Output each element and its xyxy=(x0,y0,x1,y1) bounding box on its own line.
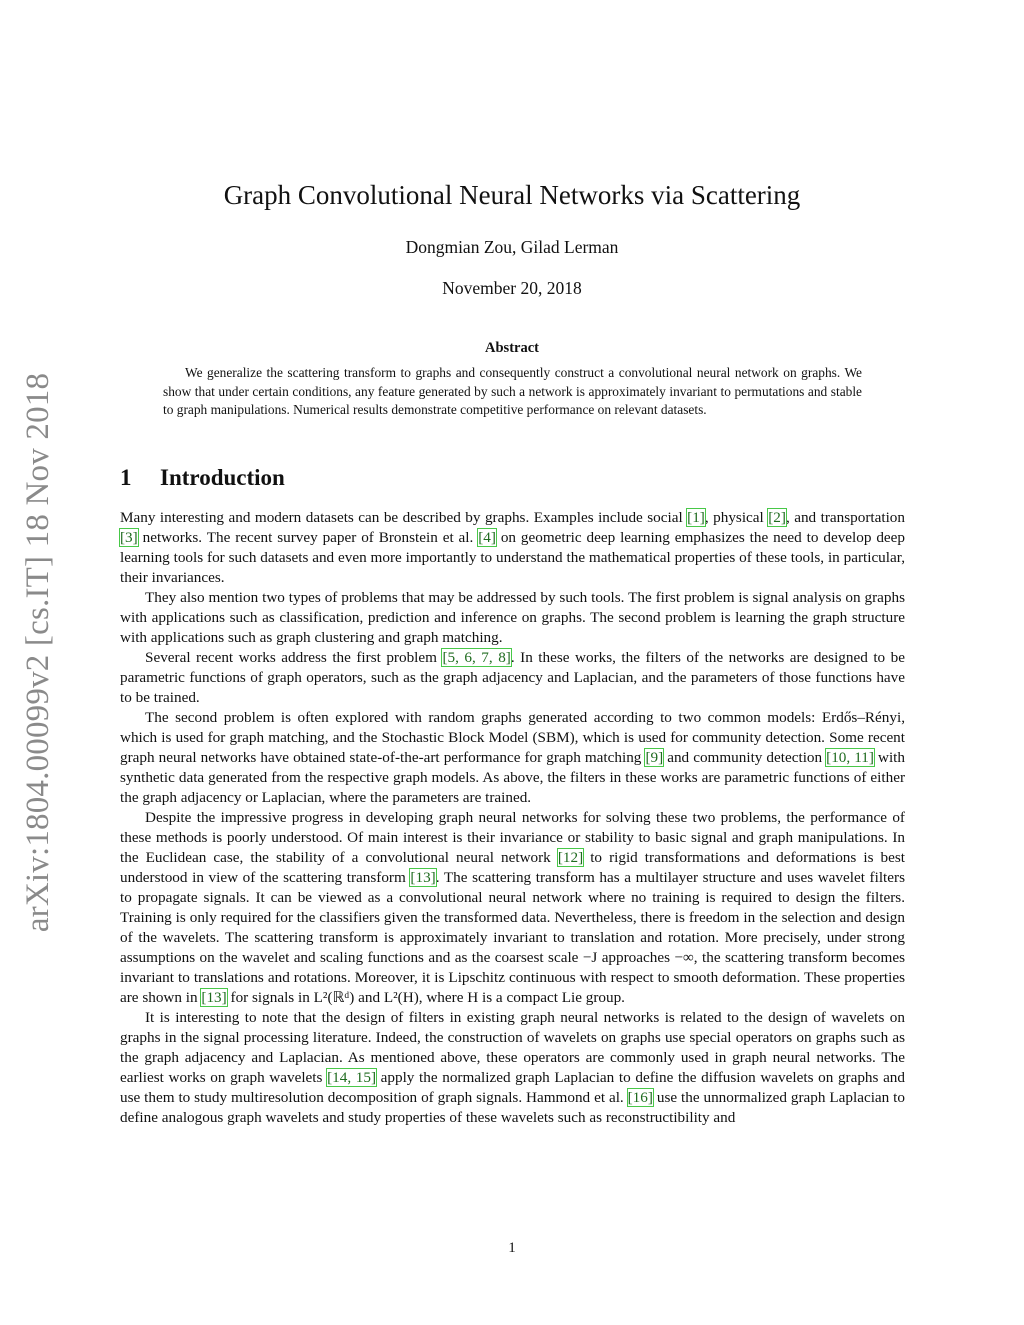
paragraph xyxy=(120,808,905,1008)
paragraph-text: , physical xyxy=(704,509,769,526)
citation-link[interactable]: [5, 6, 7, 8] xyxy=(442,649,511,666)
citation-link[interactable]: [16] xyxy=(627,1089,653,1106)
abstract-heading: Abstract xyxy=(485,340,539,356)
citation-link[interactable]: [12] xyxy=(557,849,584,866)
paragraph-text: . The scattering transform has a multilayer structure and uses wavelet filters to propagate signals. It can be viewed as a convolutional neural network where no training is required to design the filters. Training is only required for the classifiers given the transformed data. Nevertheless, there is freedom in the selection and design of the wavelets. The scattering transform is approximately invariant to translation and rotation. More precisely, under strong assumptions on the wavelet and scaling functions and as the coarsest scale −J approaches −∞, the scattering transform becomes invariant to translations and rotations. Moreover, it is Lipschitz continuous with respect to smooth deformation. These properties are shown in xyxy=(120,869,905,1006)
citation-link[interactable]: [1] xyxy=(687,509,705,526)
paragraph-text: use the unnormalized graph Laplacian to define analogous graph wavelets and study properties of these wavelets such as reconstructibility and xyxy=(120,1089,905,1126)
citation-link[interactable]: [14, 15] xyxy=(327,1069,377,1086)
paragraph-text: with synthetic data generated from the respective graph models. As above, the filters in these works are parametric functions of either the graph adjacency or Laplacian, where the parameters are trained. xyxy=(120,749,905,806)
citation-link[interactable]: [2] xyxy=(768,509,786,526)
paragraph xyxy=(120,708,905,808)
section-number: 1 xyxy=(120,465,132,490)
citation-link[interactable]: [3] xyxy=(120,529,138,546)
paragraph xyxy=(120,588,905,648)
paragraph xyxy=(120,1008,905,1128)
arxiv-identifier-text: arXiv:1804.00099v2 [cs.IT] 18 Nov 2018 xyxy=(20,372,57,933)
paragraph-text: . In these works, the filters of the networks are designed to be parametric functions of graph operators, such as the graph adjacency and Laplacian, and the parameters of those functions have to be trained. xyxy=(120,649,905,706)
paragraph-text: Several recent works address the first problem xyxy=(145,649,443,666)
paragraph-text: networks. The recent survey paper of Bronstein et al. xyxy=(137,529,479,546)
paper-date: November 20, 2018 xyxy=(442,278,582,298)
paragraph-text: Despite the impressive progress in developing graph neural networks for solving these two problems, the performance of these methods is poorly understood. Of main interest is their invariance or stability to basic signal and graph manipulations. In the Euclidean case, the stability of a convolutional neural network xyxy=(120,809,905,866)
paragraph-text: They also mention two types of problems that may be addressed by such tools. The first problem is signal analysis on graphs with applications such as classification, prediction and inference on graphs. The second problem is learning the graph structure with applications such as graph clustering and graph matching. xyxy=(120,589,905,646)
citation-link[interactable]: [4] xyxy=(478,529,496,546)
section-title: Introduction xyxy=(160,465,285,490)
paragraph-text: to rigid transformations and deformations is best understood in view of the scattering transform xyxy=(120,849,905,886)
paragraph xyxy=(120,648,905,708)
abstract-body: We generalize the scattering transform to graphs and consequently construct a convolutional neural network on graphs. We show that under certain conditions, any feature generated by such a network is approximately invariant to permutations and stable to graph manipulations. Numerical results demonstrate competitive performance on relevant datasets. xyxy=(163,365,862,417)
paragraph-text: The second problem is often explored with random graphs generated according to two common models: Erdős–Rényi, which is used for graph matching, and the Stochastic Block Model (SBM), which is used for community detection. Some recent graph neural networks have obtained state-of-the-art performance for graph matching xyxy=(120,709,905,766)
paragraph-text: Many interesting and modern datasets can be described by graphs. Examples include social xyxy=(120,509,688,526)
paragraph-text: apply the normalized graph Laplacian to define the diffusion wavelets on graphs and use them to study multiresolution decomposition of graph signals. Hammond et al. xyxy=(120,1069,905,1106)
arxiv-identifier-stamp xyxy=(19,365,59,940)
paper-authors: Dongmian Zou, Gilad Lerman xyxy=(405,237,619,257)
paragraph-text: and community detection xyxy=(663,749,827,766)
citation-link[interactable]: [13] xyxy=(410,869,436,886)
citation-link[interactable]: [13] xyxy=(201,989,227,1006)
paper-title: Graph Convolutional Neural Networks via Scattering xyxy=(223,180,801,210)
citation-link[interactable]: [9] xyxy=(645,749,664,766)
paragraph-text: for signals in L²(ℝᵈ) and L²(H), where H is a compact Lie group. xyxy=(226,989,625,1006)
paragraph xyxy=(120,508,905,588)
paragraph-text: on geometric deep learning emphasizes the need to develop deep learning tools for such datasets and even more importantly to understand the mathematical properties of these tools, in particular, their invariances. xyxy=(120,529,905,586)
section-heading xyxy=(120,465,285,491)
page-number: 1 xyxy=(508,1240,516,1256)
introduction-body xyxy=(120,508,905,1128)
paragraph-text: It is interesting to note that the design of filters in existing graph neural networks is related to the design of wavelets on graphs in the signal processing literature. Indeed, the construction of wavelets on graphs use special operators on graphs such as the graph adjacency and Laplacian. As mentioned above, these operators are commonly used in graph neural networks. The earliest works on graph wavelets xyxy=(120,1009,905,1086)
citation-link[interactable]: [10, 11] xyxy=(826,749,874,766)
paragraph-text: , and transportation xyxy=(785,509,905,526)
